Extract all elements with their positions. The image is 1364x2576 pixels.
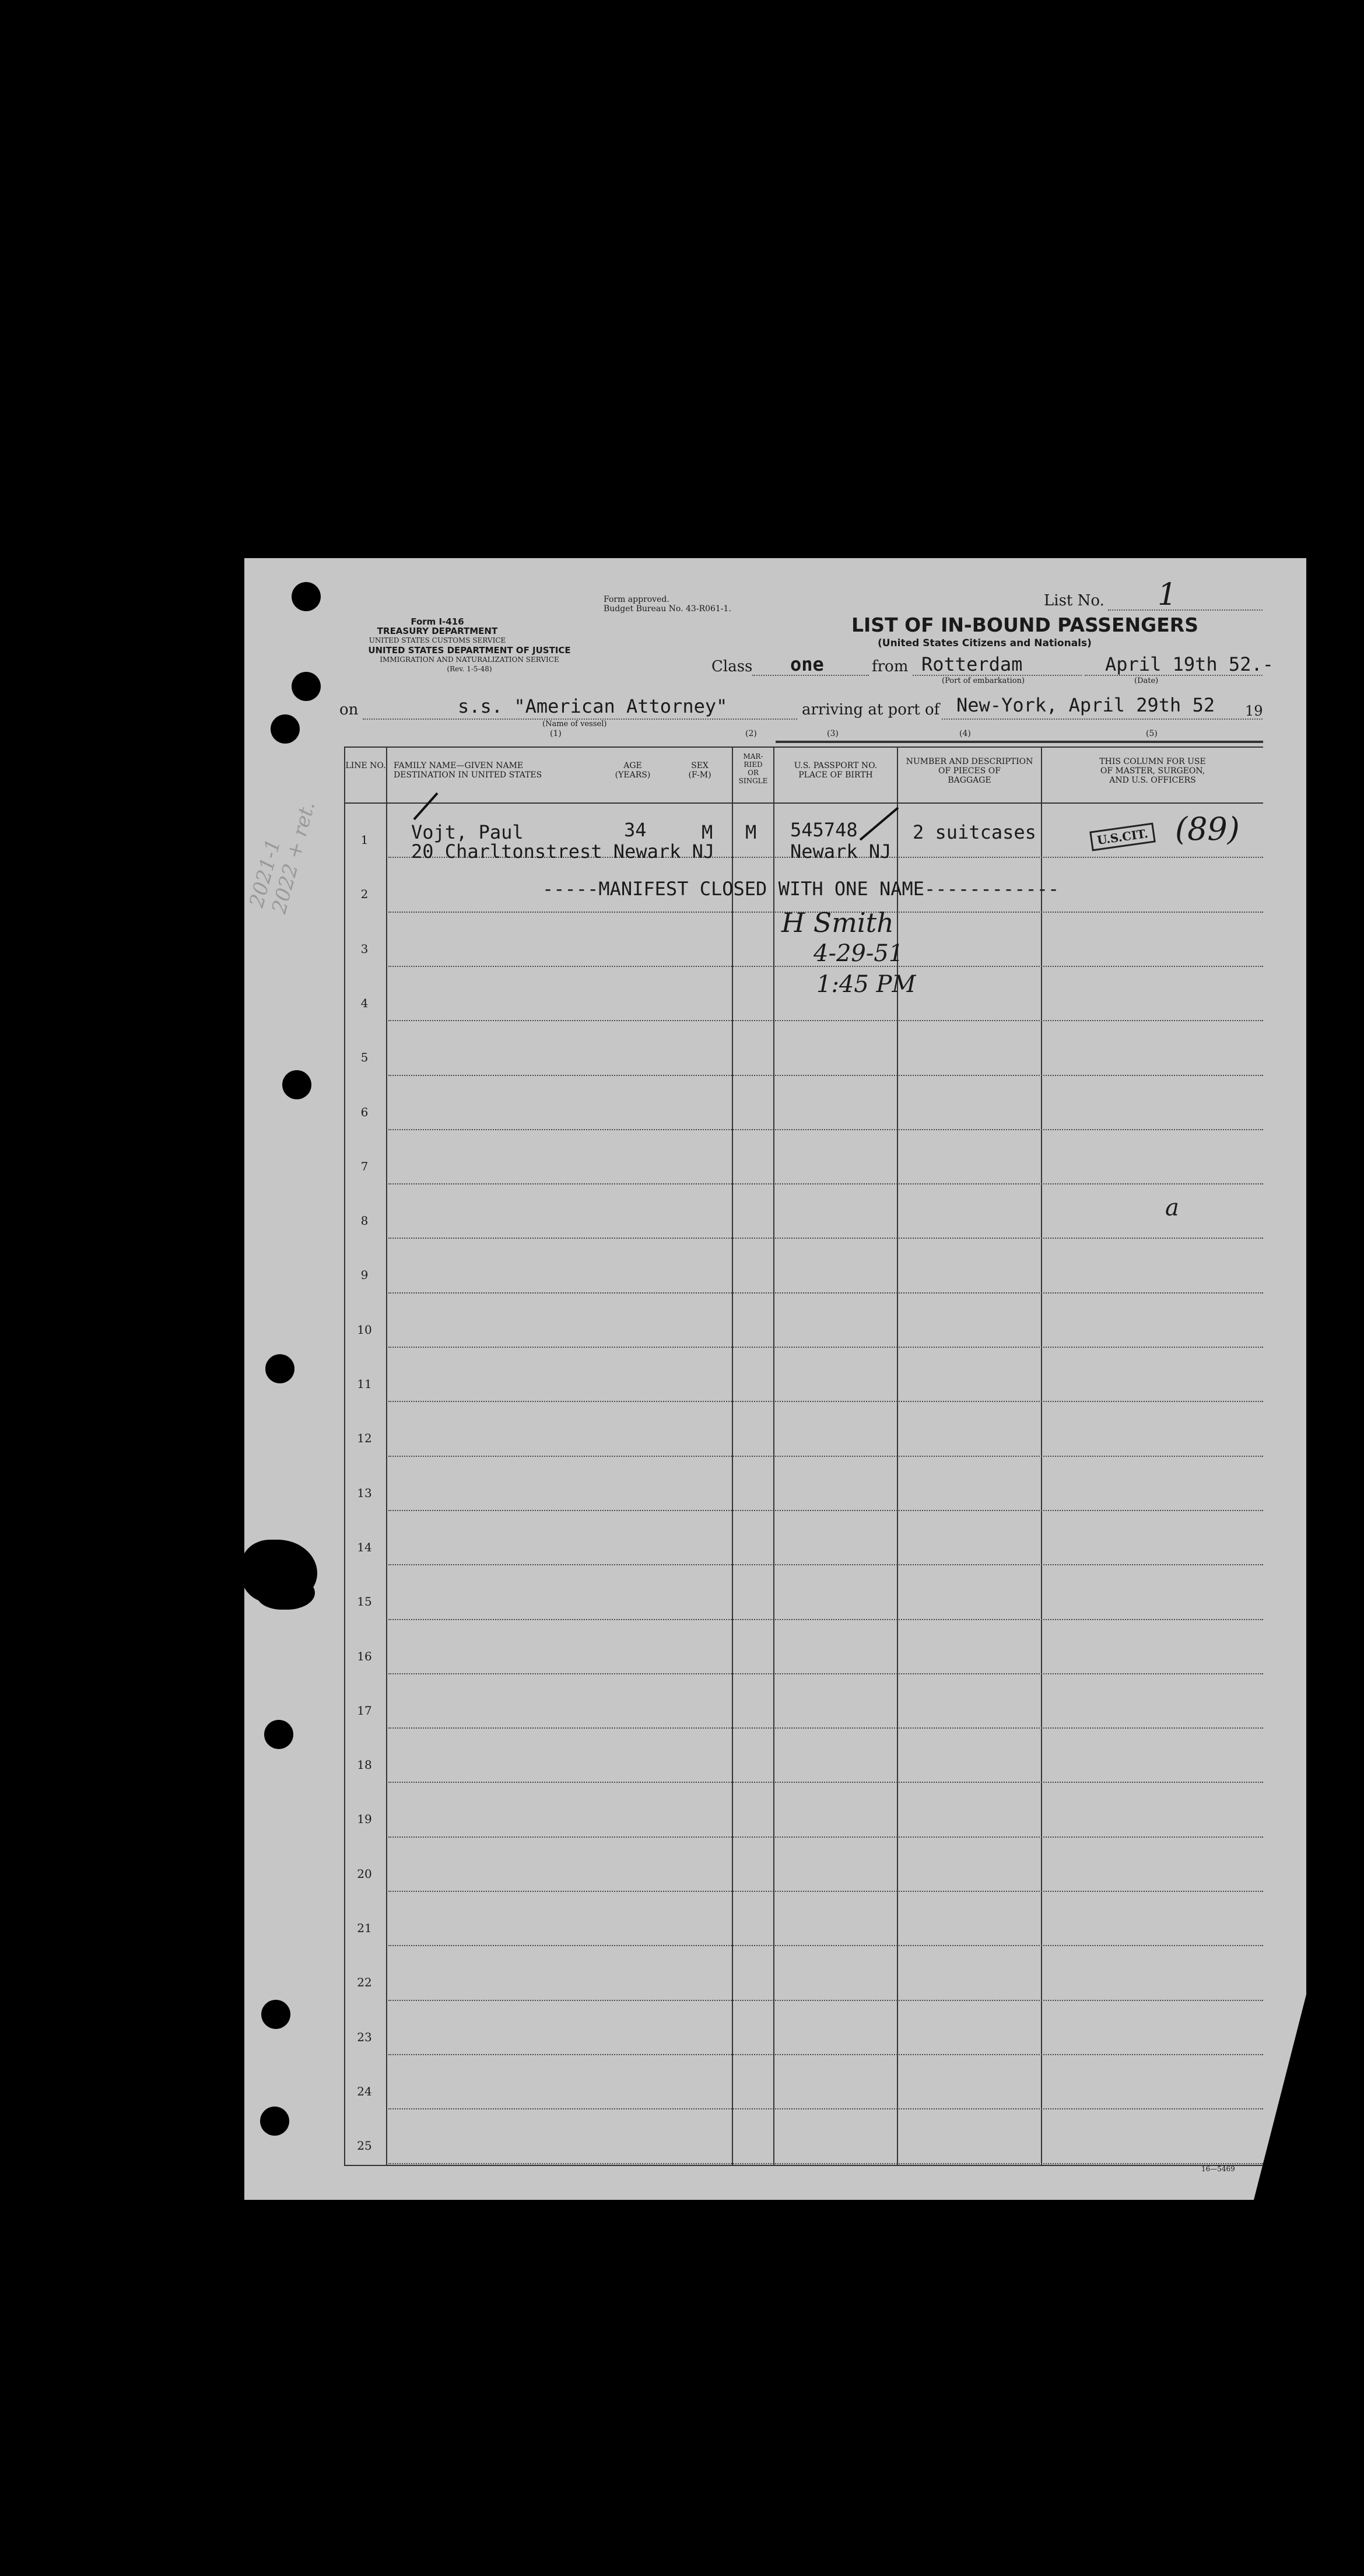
row-rule	[388, 2000, 1263, 2001]
col-header-officers: THIS COLUMN FOR USE OF MASTER, SURGEON, AND U.S. OFFICERS	[1099, 757, 1206, 785]
list-no-label: List No.	[1044, 592, 1104, 609]
line-number: 5	[360, 1050, 369, 1064]
line-number: 13	[357, 1486, 372, 1500]
line-number: 22	[357, 1975, 372, 1989]
row-rule	[388, 1401, 1263, 1402]
us-citizen-stamp: U.S.CIT.	[1089, 823, 1155, 851]
binder-hole	[264, 1720, 293, 1749]
binder-hole	[265, 1354, 294, 1383]
place-of-birth: Newark NJ	[790, 840, 892, 863]
row-rule	[388, 1456, 1263, 1457]
customs-service: UNITED STATES CUSTOMS SERVICE	[369, 636, 506, 644]
manifest-closed-note: -----MANIFEST CLOSED WITH ONE NAME------------	[542, 878, 1060, 900]
row-rule	[388, 1347, 1263, 1348]
row-rule	[388, 1075, 1263, 1076]
row-rule	[388, 1292, 1263, 1294]
line-number: 25	[357, 2139, 372, 2153]
line-number: 4	[360, 996, 369, 1010]
row-rule	[388, 1727, 1263, 1729]
row-rule	[388, 1891, 1263, 1892]
passenger-address: 20 Charltonstrest Newark NJ	[411, 840, 715, 863]
table-bottom-border	[344, 2165, 1263, 2166]
justice-dept: UNITED STATES DEPARTMENT OF JUSTICE	[368, 645, 571, 656]
baggage-description: 2 suitcases	[913, 821, 1036, 843]
line-number: 6	[360, 1105, 369, 1119]
officer-signature: H Smith	[781, 907, 894, 938]
officer-mark: (89)	[1175, 811, 1240, 847]
row-rule	[388, 2108, 1263, 2109]
inspection-date: 4-29-51	[814, 940, 904, 967]
form-subtitle: (United States Citizens and Nationals)	[878, 637, 1092, 649]
col-header-passport: U.S. PASSPORT NO. PLACE OF BIRTH	[794, 761, 878, 780]
line-number: 15	[357, 1594, 372, 1608]
torn-edge	[257, 1575, 315, 1610]
check-mark-icon	[857, 805, 904, 846]
binder-hole	[282, 1070, 311, 1099]
col-header-sex: SEX (F-M)	[688, 761, 711, 780]
line-number: 24	[357, 2084, 372, 2098]
row-rule	[388, 1238, 1263, 1239]
col-header-age: AGE (YEARS)	[615, 761, 651, 780]
table-top-rule	[776, 741, 1263, 743]
on-label: on	[339, 701, 359, 719]
col-header-baggage: NUMBER AND DESCRIPTION OF PIECES OF BAGGAGE	[906, 757, 1033, 785]
row-rule	[388, 1510, 1263, 1511]
col-num-4: (4)	[959, 729, 971, 738]
col-header-married: MAR- RIED OR SINGLE	[738, 752, 768, 785]
passenger-name: Vojt, Paul	[411, 821, 524, 843]
col-divider	[386, 746, 387, 2166]
line-number: 10	[357, 1323, 372, 1337]
from-label: from	[872, 658, 909, 675]
table-top-border	[344, 746, 1263, 748]
port-caption: (Port of embarkation)	[942, 677, 1025, 685]
stray-mark: a	[1165, 1194, 1179, 1221]
class-value: one	[790, 653, 824, 675]
arriving-label: arriving at port of	[802, 701, 940, 719]
arrival-port-date: New-York, April 29th 52	[956, 694, 1215, 716]
arrival-year-suffix: 19	[1245, 703, 1263, 719]
list-no-value: 1	[1158, 577, 1177, 612]
col-num-1: (1)	[550, 729, 562, 738]
footer-code: 16—5469	[1201, 2165, 1235, 2173]
immigration-service: IMMIGRATION AND NATURALIZATION SERVICE	[380, 656, 559, 664]
col-num-5: (5)	[1146, 729, 1158, 738]
table-left-border	[344, 746, 345, 2166]
class-label: Class	[711, 658, 753, 675]
col-header-name: FAMILY NAME—GIVEN NAME DESTINATION IN UNITED STATES	[394, 761, 542, 780]
line-number: 21	[357, 1921, 372, 1935]
row-rule	[388, 1183, 1263, 1184]
row-rule	[388, 1782, 1263, 1783]
budget-bureau: Budget Bureau No. 43-R061-1.	[604, 604, 731, 614]
line-number: 1	[360, 833, 369, 847]
form-number: Form I-416	[411, 616, 464, 627]
col-num-2: (2)	[745, 729, 757, 738]
row-rule	[388, 2163, 1263, 2164]
line-number: 7	[360, 1159, 369, 1173]
binder-hole	[292, 582, 321, 611]
departure-date: April 19th 52.-	[1105, 653, 1274, 675]
col-header-line-no: LINE NO.	[345, 761, 386, 770]
line-number: 20	[357, 1867, 372, 1881]
row-rule	[388, 1945, 1263, 1946]
form-revision: (Rev. 1-5-48)	[447, 665, 492, 673]
vessel-caption: (Name of vessel)	[542, 720, 607, 728]
line-number: 9	[360, 1268, 369, 1282]
margin-note: 2021-1 2022 + ret.	[245, 798, 320, 916]
row-rule	[388, 2054, 1263, 2055]
header-bottom-border	[344, 802, 1263, 804]
line-number: 16	[357, 1649, 372, 1663]
line-number: 18	[357, 1758, 372, 1772]
passenger-married: M	[745, 821, 757, 843]
treasury-dept: TREASURY DEPARTMENT	[377, 626, 498, 636]
line-number: 17	[357, 1704, 372, 1718]
row-rule	[388, 1129, 1263, 1130]
line-number: 11	[357, 1377, 372, 1391]
binder-hole	[261, 2000, 290, 2029]
row-rule	[388, 1564, 1263, 1565]
line-number: 19	[357, 1812, 372, 1826]
row-rule	[388, 1837, 1263, 1838]
passport-number: 545748	[790, 819, 858, 841]
line-number: 3	[360, 942, 369, 956]
binder-hole	[271, 714, 300, 744]
line-number: 23	[357, 2030, 372, 2044]
col-num-3: (3)	[827, 729, 839, 738]
line-number: 2	[360, 887, 369, 901]
from-value: Rotterdam	[921, 653, 1023, 675]
inspection-time: 1:45 PM	[816, 971, 916, 998]
passenger-sex: M	[702, 821, 713, 843]
vessel-name: s.s. "American Attorney"	[458, 695, 728, 717]
form-title: LIST OF IN-BOUND PASSENGERS	[851, 614, 1198, 636]
check-mark-icon	[408, 790, 443, 825]
date-caption: (Date)	[1134, 677, 1159, 685]
binder-hole	[292, 672, 321, 701]
line-number: 12	[357, 1431, 372, 1445]
manifest-document	[244, 558, 1306, 2200]
form-approved: Form approved.	[604, 595, 669, 604]
line-number: 8	[360, 1214, 369, 1228]
row-rule	[388, 1673, 1263, 1674]
row-rule	[388, 1619, 1263, 1620]
row-rule	[388, 1020, 1263, 1021]
passenger-age: 34	[624, 819, 647, 841]
binder-hole	[260, 2107, 289, 2136]
line-number: 14	[357, 1540, 372, 1554]
